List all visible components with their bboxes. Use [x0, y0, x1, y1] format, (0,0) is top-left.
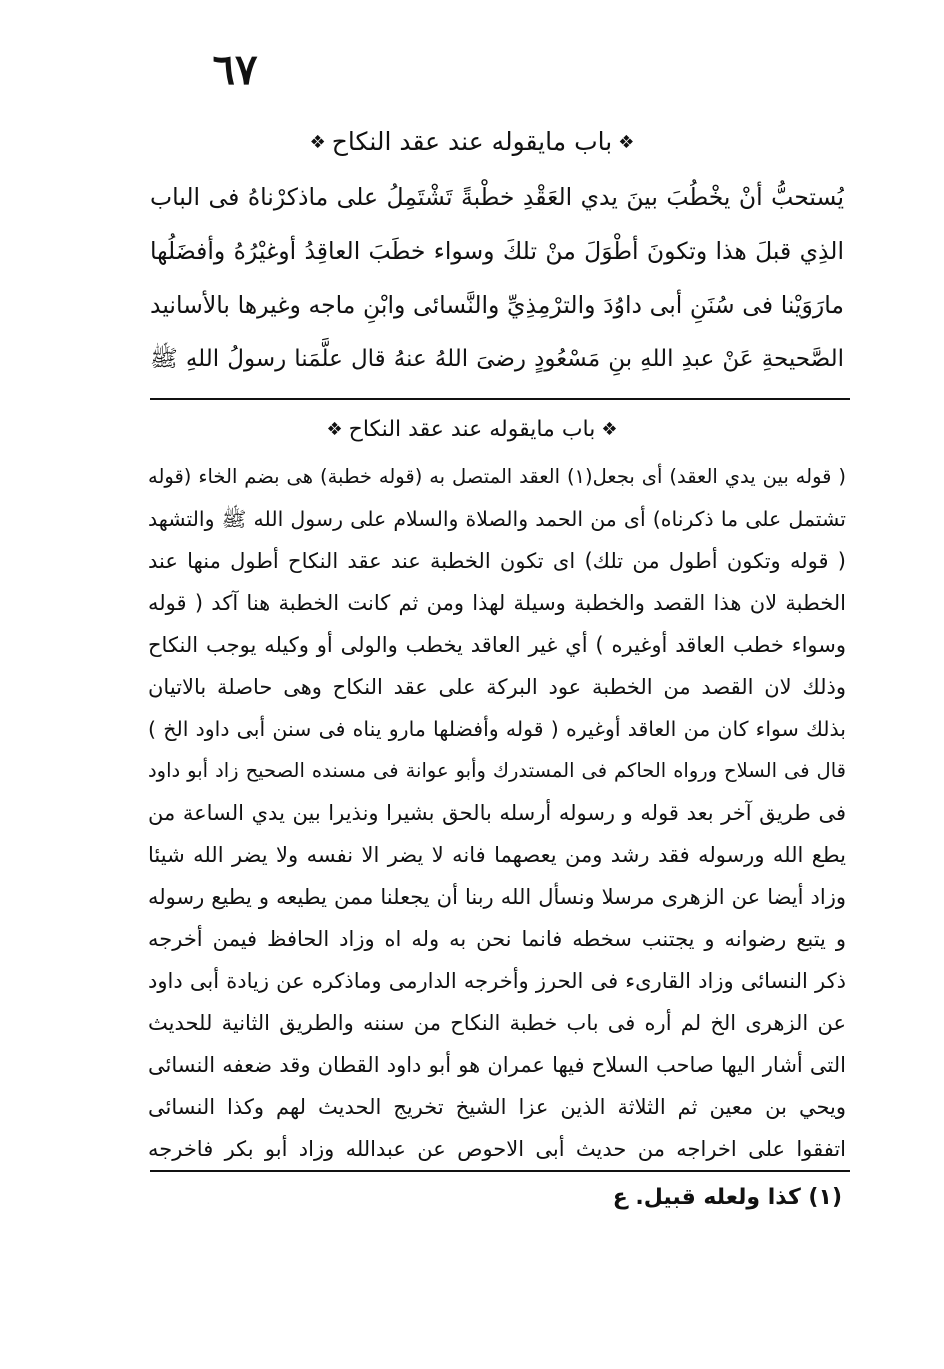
commentary-line: ذكر النسائى وزاد القارىء فى الحرز وأخرجه الدارمى وماذكره عن زيادة أبى داود [148, 969, 846, 993]
main-heading [0, 122, 944, 163]
commentary-line: اتفقوا على اخراجه من حديث أبى الاحوص عن عبدالله وزاد أبو بكر فاخرجه [148, 1137, 846, 1161]
commentary-heading [0, 412, 944, 448]
commentary-line: قال فى السلاح ورواه الحاكم فى المستدرك وأبو عوانة فى مسنده الصحيح زاد أبو داود [148, 759, 846, 782]
commentary-line: تشتمل على ما ذكرناه) أى من الحمد والصلاة والسلام على رسول الله ﷺ والتشهد [148, 507, 846, 531]
commentary-line: وذلك لان القصد من الخطبة عود البركة على عقد النكاح وهى حاصلة بالاتيان [148, 675, 846, 699]
main-text-line: الصَّحيحةِ عَنْ عبدِ اللهِ بنِ مَسْعُودٍ رضىَ اللهُ عنهُ قال علَّمَنا رسولُ اللهِ ﷺ [150, 346, 844, 372]
ornament-icon: ❖ [618, 132, 635, 153]
ornament-icon: ❖ [309, 132, 326, 153]
commentary-line: ( قوله وتكون أطول من تلك) اى تكون الخطبة عند عقد النكاح أطول منها عند [148, 549, 846, 573]
commentary-heading-text: باب مايقوله عند عقد النكاح [348, 417, 596, 442]
ornament-icon: ❖ [601, 419, 618, 440]
commentary-line: و يتبع رضوانه و يجتنب سخطه فانما نحن به وله اه وزاد الحافظ فيمن أخرجه [148, 927, 846, 951]
section-divider [150, 398, 850, 400]
commentary-line: بذلك سواء كان من العاقد أوغيره ( قوله وأفضلها مارو يناه فى سنن أبى داود الخ ) [148, 717, 846, 741]
main-heading-text: باب مايقوله عند عقد النكاح [331, 127, 613, 156]
commentary-line: ويحي بن معين ثم الثلاثة الذين عزا الشيخ تخريج الحديث لهم وكذا النسائى [148, 1095, 846, 1119]
commentary-line: ( قوله بين يدي العقد) أى بجعل(١) العقد المتصل به (قوله خطبة) هى بضم الخاء (قوله [148, 465, 846, 488]
main-text-line: مارَوَيْنا فى سُنَنِ أبى داوُدَ والترْمِذِيِّ والنَّسائى وابْنِ ماجه وغيرها بالأسانيد [150, 291, 844, 319]
commentary-line: الخطبة لان هذا القصد والخطبة وسيلة لهذا ومن ثم كانت الخطبة هنا آكد ( قوله [148, 591, 846, 615]
footnote: (١) كذا ولعله قبيل. ع [612, 1185, 842, 1210]
main-text-line: الذِي قبلَ هذا وتكونَ أطْوَلَ منْ تلكَ وسواء خطَبَ العاقِدُ أوغيْرُهُ وأفضَلُها [150, 237, 844, 265]
main-text-line: يُستحبُّ أنْ يخْطُبَ بينَ يدي العَقْدِ خطْبةً تَشْتَمِلُ على ماذكرْناهُ فى الباب [150, 183, 844, 211]
commentary-line: فى طريق آخر بعد قوله و رسوله أرسله بالحق بشيرا ونذيرا بين يدي الساعة من [148, 801, 846, 825]
commentary-line: عن الزهرى الخ لم أره فى باب خطبة النكاح من سننه والطريق الثانية للحديث [148, 1011, 846, 1035]
ornament-icon: ❖ [326, 419, 343, 440]
commentary-line: وزاد أيضا عن الزهرى مرسلا ونسأل الله ربنا أن يجعلنا ممن يطيعه و يطيع رسوله [148, 885, 846, 909]
commentary-line: التى أشار اليها صاحب السلاح فيها عمران هو أبو داود القطان وقد ضعفه النسائى [148, 1053, 846, 1077]
page-number: ٦٧ [212, 45, 258, 94]
footnote-divider [150, 1170, 850, 1172]
commentary-line: يطع الله ورسوله فقد رشد ومن يعصهما فانه لا يضر الا نفسه ولا يضر الله شيئا [148, 843, 846, 867]
commentary-line: وسواء خطب العاقد أوغيره ) أي غير العاقد يخطب والولى أو وكيله يوجب النكاح [148, 633, 846, 657]
